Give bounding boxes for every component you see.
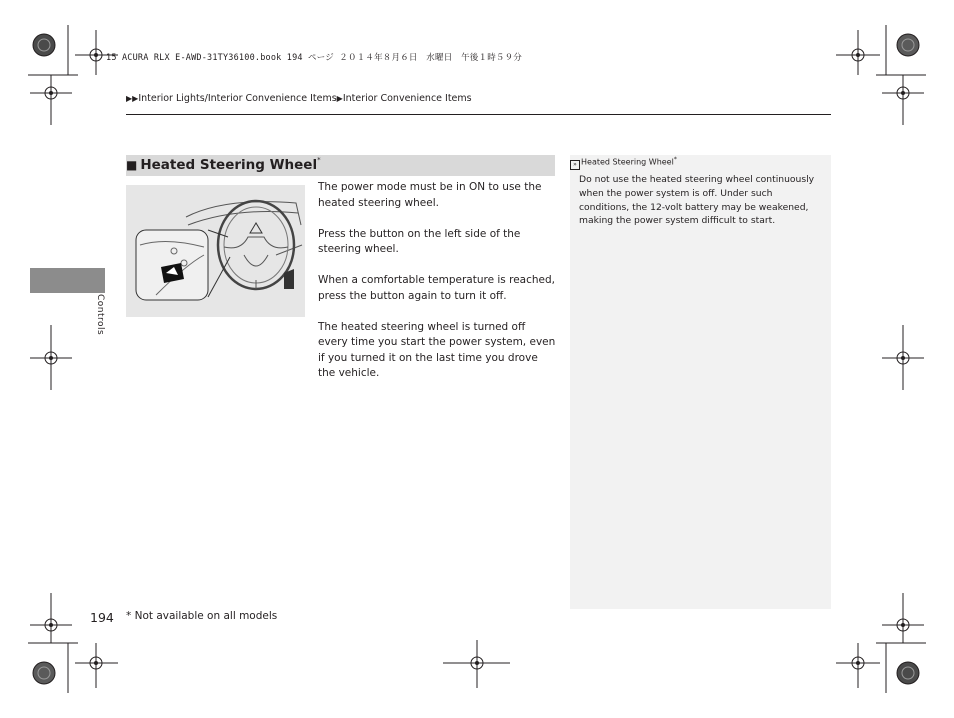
footnote: * Not available on all models <box>126 610 278 622</box>
sidebar-heading-text: Heated Steering Wheel <box>581 157 674 167</box>
section-title-text: Heated Steering Wheel <box>140 157 318 173</box>
body-text <box>318 180 556 397</box>
chapter-tab-label: Controls <box>95 294 105 336</box>
breadcrumb-part2[interactable]: Interior Convenience Items <box>342 93 472 104</box>
section-asterisk: * <box>317 156 321 164</box>
sidebar-text: Do not use the heated steering wheel continuously when the power system is off. Under such conditions, the 12-volt battery may be weakened, making the power system difficult to start. <box>579 174 815 227</box>
breadcrumb <box>126 93 472 104</box>
breadcrumb-separator: ▶ <box>336 94 343 103</box>
breadcrumb-part1[interactable]: Interior Lights/Interior Convenience Items <box>138 93 337 104</box>
sidebar-heading <box>570 156 677 170</box>
header-rule <box>126 114 831 115</box>
reference-icon: » <box>570 160 580 170</box>
chapter-tab[interactable] <box>30 268 105 293</box>
body-paragraph: When a comfortable temperature is reached, press the button again to turn it off. <box>318 274 555 302</box>
print-header: 15 ACURA RLX E-AWD-31TY36100.book 194 ページ ２０１４年８月６日 水曜日 午後１時５９分 <box>106 53 523 63</box>
body-paragraph: The power mode must be in ON to use the heated steering wheel. <box>318 181 542 209</box>
section-marker-icon: ■ <box>126 158 138 172</box>
body-paragraph: Press the button on the left side of the steering wheel. <box>318 227 521 255</box>
page-number: 194 <box>90 610 114 625</box>
section-title <box>126 157 321 173</box>
breadcrumb-arrows: ▶▶ <box>126 94 139 103</box>
sidebar-asterisk: * <box>673 156 677 163</box>
steering-wheel-illustration <box>126 185 305 317</box>
body-paragraph: The heated steering wheel is turned off every time you start the power system, even if you turned it on the last time you drove the vehicle. <box>318 320 556 379</box>
